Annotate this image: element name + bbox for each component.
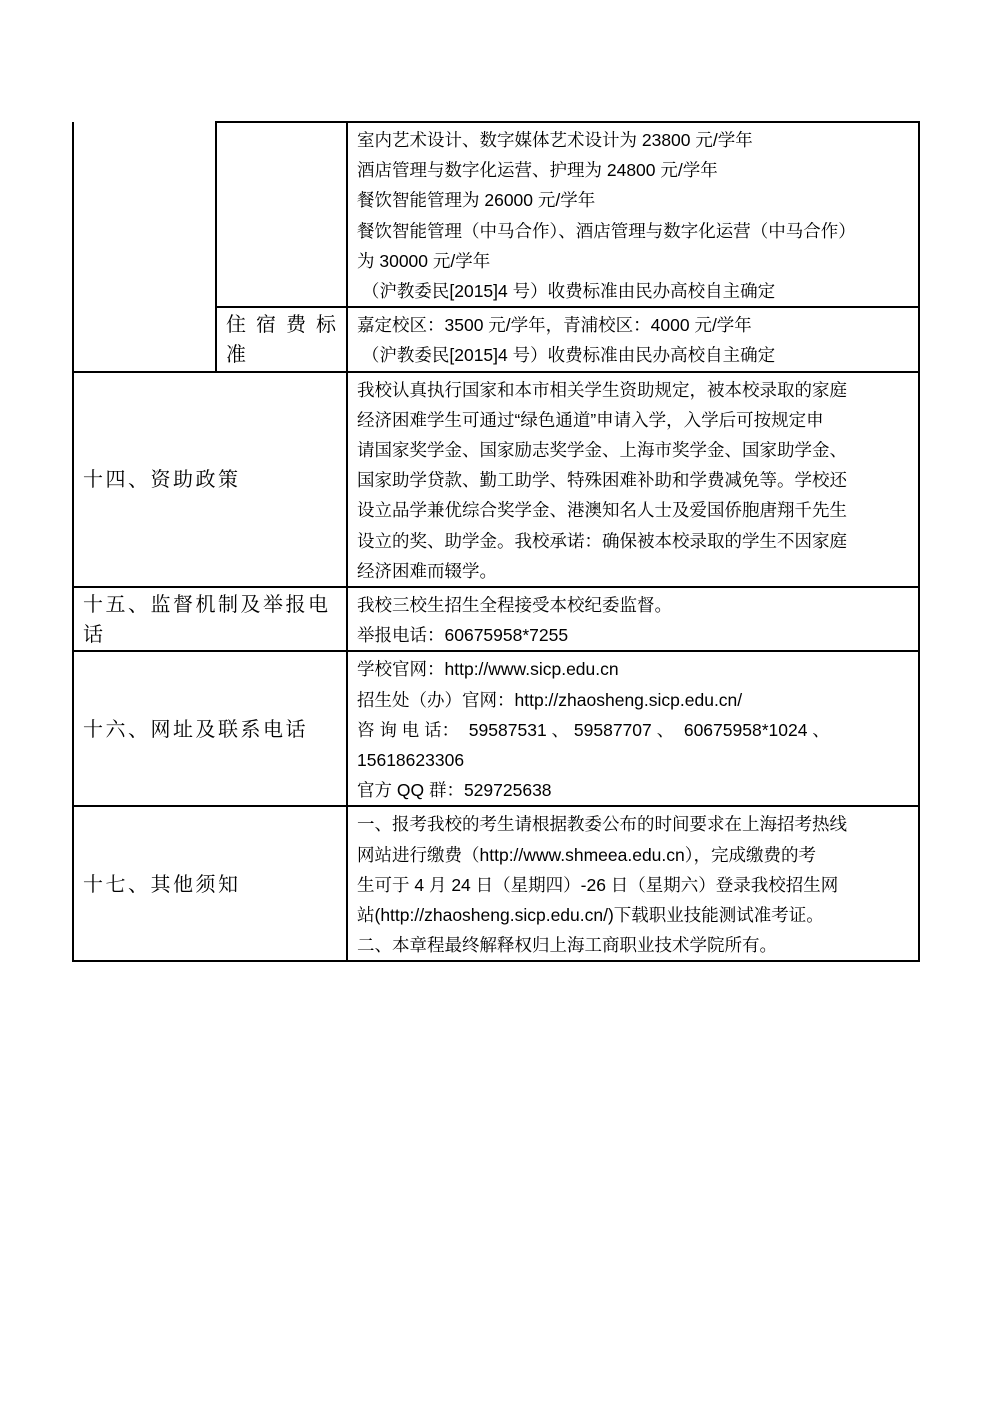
text-line: 学校官网：http://www.sicp.edu.cn: [357, 659, 619, 680]
text-line: 招生处（办）官网：http://zhaosheng.sicp.edu.cn/: [357, 689, 743, 710]
section-label-supervision: [73, 587, 347, 651]
text-line: 咨 询 电 话： 59587531 、 59587707 、 60675958*1024 、: [357, 719, 830, 740]
text-line: 室内艺术设计、数字媒体艺术设计为 23800 元/学年: [357, 130, 753, 150]
section-label-website-contact: [73, 651, 347, 806]
carryover-sublabel-cell: [216, 122, 347, 307]
section-content-other-notes: [347, 806, 919, 961]
section-content-supervision: [347, 587, 919, 651]
text-line: 餐饮智能管理为 26000 元/学年: [357, 190, 596, 211]
text-line: 经济困难学生可通过“绿色通道”申请入学，入学后可按规定申: [357, 409, 824, 430]
text-line: 十七、其他须知: [83, 873, 241, 896]
text-line: 十六、网址及联系电话: [83, 718, 308, 741]
text-line: 一、报考我校的考生请根据教委公布的时间要求在上海招考热线: [357, 814, 847, 835]
text-line: 设立品学兼优综合奖学金、港澳知名人士及爱国侨胞唐翔千先生: [357, 500, 847, 521]
carryover-label-cell: [73, 122, 216, 372]
section-label-other-notes: [73, 806, 347, 961]
accommodation-fee-label-cell: [216, 307, 347, 371]
section-label-financial-aid: [73, 372, 347, 587]
admissions-info-table: [72, 121, 920, 962]
table-row: [73, 122, 919, 307]
text-line: 十五、监督机制及举报电: [83, 594, 331, 617]
text-line: 我校三校生招生全程接受本校纪委监督。: [357, 595, 672, 616]
text-line: 话: [83, 624, 106, 647]
section-content-financial-aid: [347, 372, 919, 587]
accommodation-fee-content-cell: [347, 307, 919, 371]
table-row: [73, 806, 919, 961]
text-line: 酒店管理与数字化运营、护理为 24800 元/学年: [357, 160, 718, 181]
text-line: 为 30000 元/学年: [357, 250, 491, 271]
text-line: 生可于 4 月 24 日（星期四）-26 日（星期六）登录我校招生网: [357, 874, 839, 895]
text-line: 餐饮智能管理（中马合作）、酒店管理与数字化运营（中马合作）: [357, 220, 856, 241]
text-line: （沪教委民[2015]4 号）收费标准由民办高校自主确定: [357, 281, 776, 302]
text-line: 住 宿 费 标: [226, 314, 339, 337]
text-line: 设立的奖、助学金。我校承诺：确保被本校录取的学生不因家庭: [357, 530, 847, 551]
section-content-website-contact: [347, 651, 919, 806]
text-line: 二、本章程最终解释权归上海工商职业技术学院所有。: [357, 935, 777, 956]
text-line: 准: [226, 344, 249, 367]
table-row: [73, 587, 919, 651]
text-line: （沪教委民[2015]4 号）收费标准由民办高校自主确定: [357, 345, 776, 366]
text-line: 我校认真执行国家和本市相关学生资助规定，被本校录取的家庭: [357, 379, 847, 400]
text-line: 网站进行缴费（http://www.shmeea.edu.cn），完成缴费的考: [357, 844, 816, 865]
text-line: 站(http://zhaosheng.sicp.edu.cn/)下载职业技能测试准考证。: [357, 905, 824, 926]
text-line: 15618623306: [357, 750, 465, 771]
text-line: 经济困难而辍学。: [357, 560, 497, 581]
text-line: 国家助学贷款、勤工助学、特殊困难补助和学费减免等。学校还: [357, 470, 847, 491]
text-line: 官方 QQ 群：529725638: [357, 780, 552, 801]
table-row: [73, 651, 919, 806]
text-line: 请国家奖学金、国家励志奖学金、上海市奖学金、国家助学金、: [357, 440, 847, 461]
text-line: 嘉定校区：3500 元/学年，青浦校区：4000 元/学年: [357, 315, 752, 336]
text-line: 举报电话：60675958*7255: [357, 625, 569, 646]
text-line: 十四、资助政策: [83, 469, 241, 492]
tuition-fee-content-cell: [347, 122, 919, 307]
table-row: [73, 372, 919, 587]
